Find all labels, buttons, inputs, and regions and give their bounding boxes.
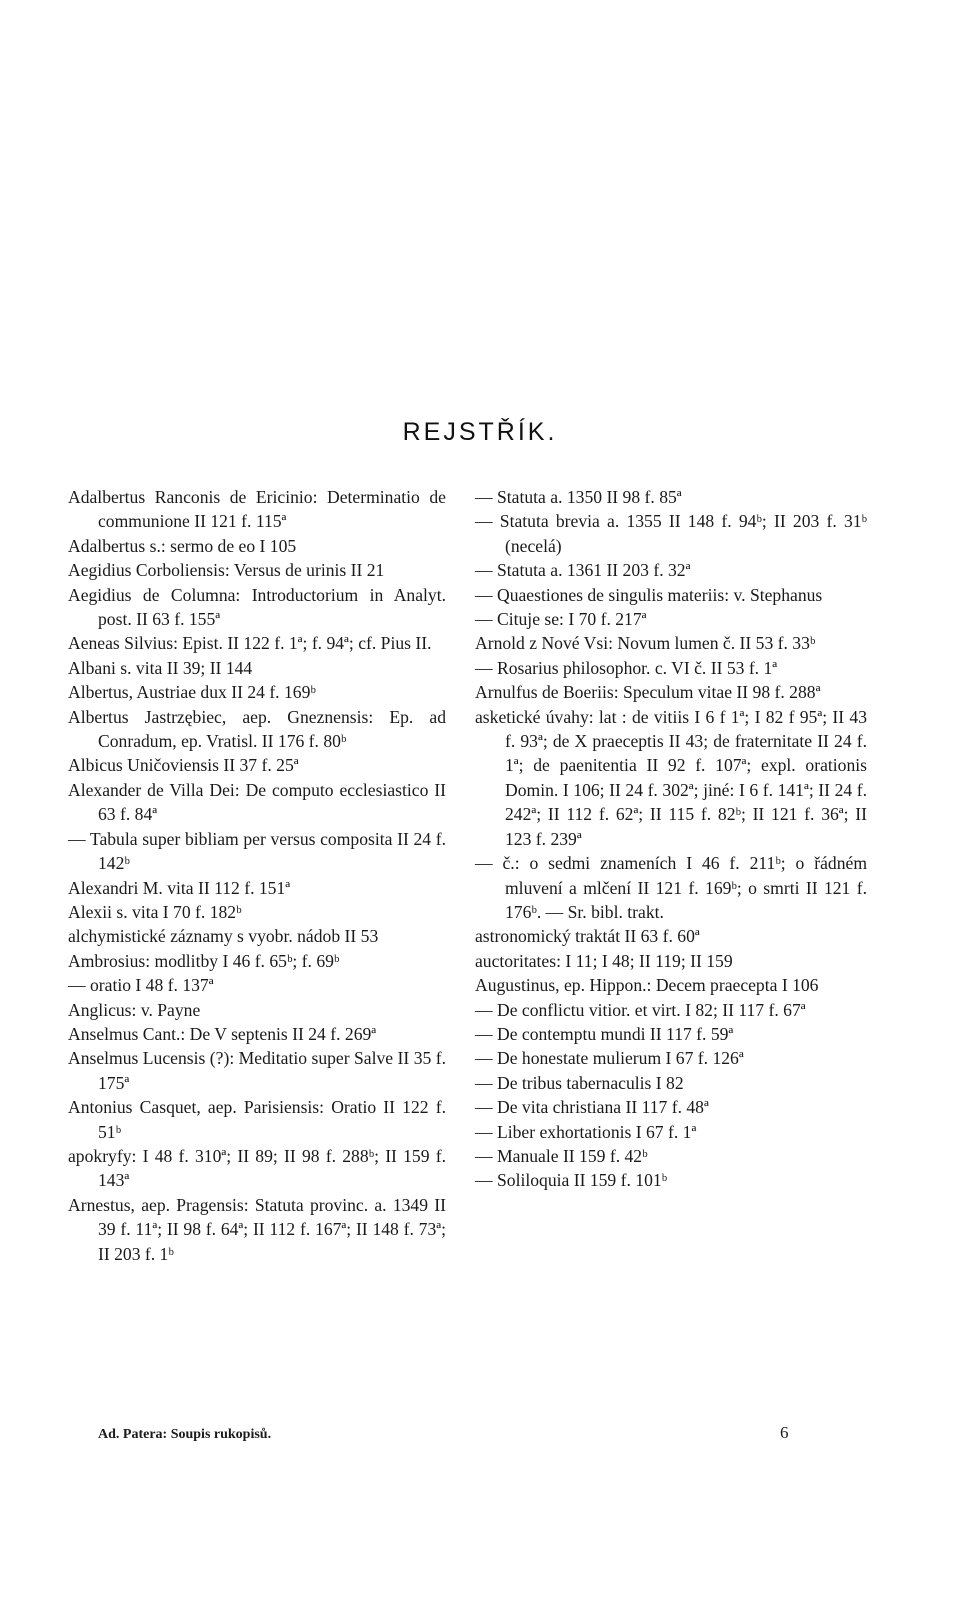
index-entry: — Rosarius philosophor. c. VI č. II 53 f. 1ª [475, 657, 778, 678]
index-entry: — č.: o sedmi znameních I 46 f. 211ᵇ; o řádném mluvení a mlčení II 121 f. 169ᵇ; o smrti II 121 f. 176ᵇ. — Sr. bibl. trakt. [475, 853, 867, 922]
index-entry: astronomický traktát II 63 f. 60ª [475, 926, 700, 947]
index-entry: Arnestus, aep. Pragensis: Statuta provinc. a. 1349 II 39 f. 11ª; II 98 f. 64ª; II 112 f. 167ª; II 148 f. 73ª; II 203 f. 1ᵇ [68, 1194, 446, 1264]
page-title: REJSTŘÍK. [402, 418, 558, 446]
index-entry: — Quaestiones de singulis materiis: v. Stephanus [475, 584, 823, 605]
index-entry: Aeneas Silvius: Epist. II 122 f. 1ª; f. 94ª; cf. Pius II. [68, 633, 432, 654]
index-entry: Aegidius de Columna: Introductorium in Analyt. post. II 63 f. 155ª [68, 584, 446, 630]
index-column-left [68, 485, 446, 1266]
index-entry: — Soliloquia II 159 f. 101ᵇ [475, 1170, 668, 1191]
index-entry: — De honestate mulierum I 67 f. 126ª [475, 1048, 744, 1069]
index-entry: Alexander de Villa Dei: De computo ecclesiastico II 63 f. 84ª [68, 779, 446, 825]
index-entry: auctoritates: I 11; I 48; II 119; II 159 [475, 950, 733, 971]
index-entry: apokryfy: I 48 f. 310ª; II 89; II 98 f. 288ᵇ; II 159 f. 143ª [68, 1145, 446, 1191]
footer-source: Ad. Patera: Soupis rukopisů. [98, 1427, 272, 1442]
index-entry: alchymistické záznamy s vyobr. nádob II 53 [68, 926, 379, 947]
index-entry: — Liber exhortationis I 67 f. 1ª [475, 1121, 697, 1142]
index-entry: Anselmus Lucensis (?): Meditatio super Salve II 35 f. 175ª [68, 1048, 446, 1093]
index-entry: Anselmus Cant.: De V septenis II 24 f. 269ª [68, 1023, 377, 1044]
index-entry: Albani s. vita II 39; II 144 [68, 657, 253, 678]
index-entry: — De vita christiana II 117 f. 48ª [475, 1097, 709, 1118]
index-entry: Albicus Uničoviensis II 37 f. 25ª [68, 755, 299, 776]
index-entry: Adalbertus s.: sermo de eo I 105 [68, 535, 297, 556]
index-entry: — De contemptu mundi II 117 f. 59ª [475, 1023, 734, 1044]
index-entry: Ambrosius: modlitby I 46 f. 65ᵇ; f. 69ᵇ [68, 950, 340, 971]
index-entry: — Tabula super bibliam per versus composita II 24 f. 142ᵇ [68, 828, 446, 874]
index-entry: Augustinus, ep. Hippon.: Decem praecepta I 106 [475, 975, 819, 996]
index-entry: — Manuale II 159 f. 42ᵇ [475, 1145, 648, 1166]
page-number: 6 [780, 1423, 789, 1442]
index-entry: Antonius Casquet, aep. Parisiensis: Oratio II 122 f. 51ᵇ [68, 1097, 446, 1142]
index-entry: Anglicus: v. Payne [68, 999, 201, 1020]
index-entry: — De tribus tabernaculis I 82 [475, 1072, 684, 1093]
index-entry: Alexii s. vita I 70 f. 182ᵇ [68, 901, 242, 922]
index-entry: Alexandri M. vita II 112 f. 151ª [68, 877, 291, 898]
index-entry: — oratio I 48 f. 137ª [68, 975, 214, 996]
index-entry: Adalbertus Ranconis de Ericinio: Determinatio de communione II 121 f. 115ª [68, 487, 446, 532]
index-entry: asketické úvahy: lat : de vitiis I 6 f 1ª; I 82 f 95ª; II 43 f. 93ª; de X praeceptis II 43; de fraternitate II 24 f. 1ª; de paenitentia II 92 f. 107ª; expl. orationis Domin. I 106; II 24 f. 302ª; jiné: I 6 f. 141ª; II 24 f. 242ª; II 112 f. 62ª; II 115 f. 82ᵇ; II 121 f. 36ª; II 123 f. 239ª [475, 706, 867, 849]
index-entry: Albertus, Austriae dux II 24 f. 169ᵇ [68, 682, 316, 703]
index-entry: — Statuta a. 1350 II 98 f. 85ª [475, 487, 682, 507]
index-entry: Arnold z Nové Vsi: Novum lumen č. II 53 f. 33ᵇ [475, 633, 816, 654]
index-entry: Arnulfus de Boeriis: Speculum vitae II 98 f. 288ª [475, 682, 821, 703]
index-column-right [475, 485, 867, 1193]
index-entry: — Statuta a. 1361 II 203 f. 32ª [475, 560, 691, 581]
index-entry: — De conflictu vitior. et virt. I 82; II 117 f. 67ª [475, 999, 806, 1020]
index-entry: — Cituje se: I 70 f. 217ª [475, 609, 647, 630]
index-entry: Aegidius Corboliensis: Versus de urinis II 21 [68, 560, 385, 581]
index-entry: Albertus Jastrzębiec, aep. Gneznensis: Ep. ad Conradum, ep. Vratisl. II 176 f. 80ᵇ [68, 706, 446, 752]
index-entry: — Statuta brevia a. 1355 II 148 f. 94ᵇ; II 203 f. 31ᵇ (necelá) [475, 511, 867, 556]
